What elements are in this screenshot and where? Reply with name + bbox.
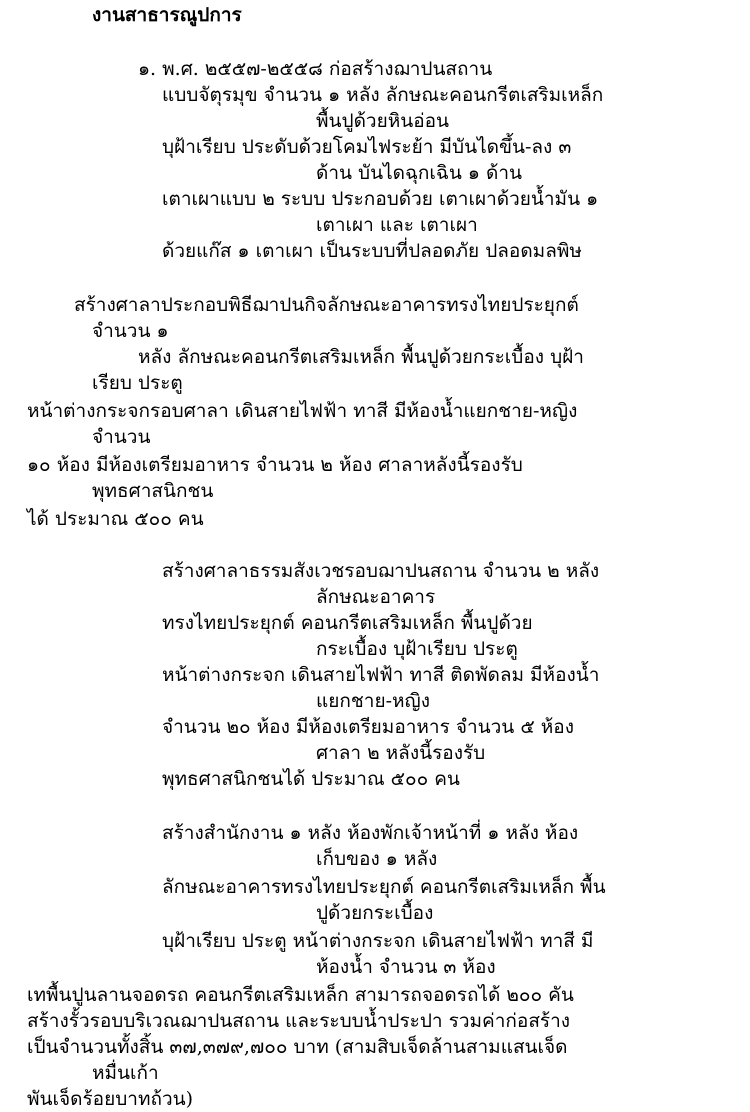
- paragraph-line: หน้าต่างกระจก เดินสายไฟฟ้า ทาสี ติดพัดลม มีห้องน้ำ: [162, 664, 600, 686]
- paragraph-line: สร้างสำนักงาน ๑ หลัง ห้องพักเจ้าหน้าที่ ๑ หลัง ห้อง: [162, 822, 579, 844]
- paragraph-line: ได้ ประมาณ ๕๐๐ คน: [27, 508, 204, 530]
- paragraph-line: พันเจ็ดร้อยบาทถ้วน): [27, 1088, 194, 1110]
- paragraph-line: จำนวน: [92, 426, 151, 448]
- paragraph-line: บุฝ้าเรียบ ประดับด้วยโคมไฟระย้า มีบันไดขึ้น-ลง ๓: [162, 136, 572, 158]
- paragraph-line: หลัง ลักษณะคอนกรีตเสริมเหล็ก พื้นปูด้วยกระเบื้อง บุฝ้า: [138, 346, 584, 368]
- paragraph-line: พุทธศาสนิกชน: [92, 480, 214, 502]
- paragraph-line: ศาลา ๒ หลังนี้รองรับ: [316, 742, 486, 764]
- paragraph-line: เตาเผา และ เตาเผา: [316, 214, 478, 236]
- page-heading: งานสาธารณูปการ: [92, 4, 242, 26]
- paragraph-line: ลักษณะอาคาร: [316, 586, 436, 608]
- paragraph-line: สร้างศาลาธรรมสังเวชรอบฌาปนสถาน จำนวน ๒ หลัง: [162, 560, 600, 582]
- paragraph-line: ด้วยแก๊ส ๑ เตาเผา เป็นระบบที่ปลอดภัย ปลอดมลพิษ: [162, 240, 582, 262]
- paragraph-line: หมื่นเก้า: [92, 1062, 159, 1084]
- paragraph-line: สร้างรั้วรอบบริเวณฌาปนสถาน และระบบน้ำประปา รวมค่าก่อสร้าง: [27, 1010, 571, 1032]
- paragraph-line: สร้างศาลาประกอบพิธีฌาปนกิจลักษณะอาคารทรงไทยประยุกต์: [74, 294, 579, 316]
- paragraph-line: เก็บของ ๑ หลัง: [316, 848, 438, 870]
- paragraph-line: จำนวน ๒๐ ห้อง มีห้องเตรียมอาหาร จำนวน ๕ ห้อง: [162, 716, 574, 738]
- paragraph-line: ๑๐ ห้อง มีห้องเตรียมอาหาร จำนวน ๒ ห้อง ศาลาหลังนี้รองรับ: [27, 454, 523, 476]
- paragraph-line: กระเบื้อง บุฝ้าเรียบ ประตู: [316, 638, 518, 660]
- paragraph-line: เป็นจำนวนทั้งสิ้น ๓๗,๓๗๙,๗๐๐ บาท (สามสิบเจ็ดล้านสามแสนเจ็ด: [27, 1036, 568, 1058]
- paragraph-line: เรียบ ประตู: [92, 372, 183, 394]
- paragraph-line: พื้นปูด้วยหินอ่อน: [316, 110, 450, 132]
- paragraph-line: ห้องน้ำ จำนวน ๓ ห้อง: [316, 956, 496, 978]
- paragraph-line: หน้าต่างกระจกรอบศาลา เดินสายไฟฟ้า ทาสี มีห้องน้ำแยกชาย-หญิง: [27, 400, 578, 422]
- paragraph-line: แบบจัตุรมุข จำนวน ๑ หลัง ลักษณะคอนกรีตเสริมเหล็ก: [162, 84, 604, 106]
- paragraph-line: ๑. พ.ศ. ๒๕๕๗-๒๕๕๘ ก่อสร้างฌาปนสถาน: [138, 58, 493, 80]
- paragraph-line: เตาเผาแบบ ๒ ระบบ ประกอบด้วย เตาเผาด้วยน้ำมัน ๑: [162, 188, 599, 210]
- paragraph-line: จำนวน ๑: [92, 320, 169, 342]
- paragraph-line: แยกชาย-หญิง: [316, 690, 430, 712]
- paragraph-line: ปูด้วยกระเบื้อง: [316, 902, 434, 924]
- paragraph-line: เทพื้นปูนลานจอดรถ คอนกรีตเสริมเหล็ก สามารถจอดรถได้ ๒๐๐ คัน: [27, 984, 574, 1006]
- paragraph-line: ด้าน บันไดฉุกเฉิน ๑ ด้าน: [316, 162, 522, 184]
- paragraph-line: พุทธศาสนิกชนได้ ประมาณ ๕๐๐ คน: [162, 768, 460, 790]
- paragraph-line: ลักษณะอาคารทรงไทยประยุกต์ คอนกรีตเสริมเหล็ก พื้น: [162, 876, 606, 898]
- paragraph-line: บุฝ้าเรียบ ประตู หน้าต่างกระจก เดินสายไฟฟ้า ทาสี มี: [162, 930, 594, 952]
- paragraph-line: ทรงไทยประยุกต์ คอนกรีตเสริมเหล็ก พื้นปูด้วย: [162, 612, 533, 634]
